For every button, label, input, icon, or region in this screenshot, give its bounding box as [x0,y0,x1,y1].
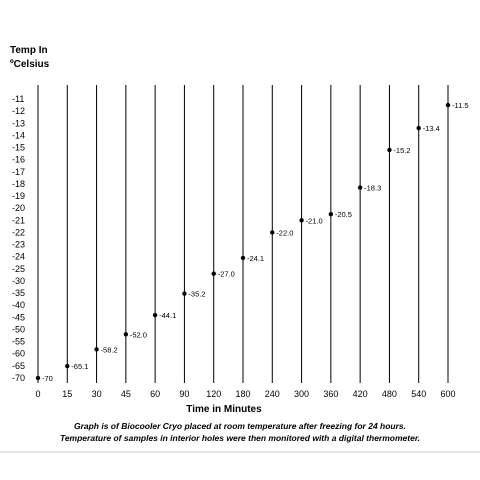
y-axis-title-line1: Temp In [10,45,48,56]
y-tick-label: -15 [12,142,26,153]
data-label: -15.2 [393,145,411,155]
caption-line-2: Temperature of samples in interior holes were then monitored with a digital thermometer. [59,433,421,443]
x-tick-label: 90 [179,389,190,399]
x-tick-label: 240 [264,389,280,399]
x-tick-label: 60 [150,389,161,399]
vertical-gridlines [38,85,448,383]
y-tick-label: -20 [12,203,26,214]
data-point [153,313,157,317]
data-point [329,212,333,216]
x-tick-label: 15 [62,389,73,399]
data-point [212,271,216,275]
y-tick-label: -65 [12,360,26,371]
y-tick-label: -24 [12,251,26,262]
x-tick-label: 420 [352,389,368,399]
y-tick-label: -60 [12,348,26,359]
x-tick-label: 0 [35,389,41,399]
y-tick-label: -13 [12,118,26,129]
y-axis-title-line2: ºCelsius [10,59,50,70]
x-tick-label: 480 [381,389,397,399]
data-label: -58.2 [100,345,118,355]
data-point [387,148,391,152]
x-tick-label: 45 [120,389,131,399]
y-tick-label: -55 [12,336,26,347]
x-tick-label: 120 [206,389,222,399]
y-tick-label: -25 [12,263,26,274]
data-label: -18.3 [364,183,382,193]
data-label: -44.1 [159,311,177,321]
data-point [299,218,303,222]
data-label: -13.4 [422,124,440,134]
y-tick-label: -22 [12,227,26,238]
y-tick-label: -70 [12,373,26,383]
data-label: -24.1 [247,253,265,263]
y-tick-label: -50 [12,324,26,335]
y-tick-label: -19 [12,191,26,202]
data-label: -11.5 [452,101,469,111]
x-tick-label: 600 [440,389,456,399]
data-label: -22.0 [276,228,294,238]
data-points [36,101,469,383]
y-tick-label: -30 [12,275,26,286]
x-tick-label: 300 [294,389,310,399]
data-label: -52.0 [129,330,147,340]
data-label: -65.1 [71,362,89,372]
data-point [124,332,128,336]
data-point [36,376,40,380]
data-label: -35.2 [188,289,206,299]
y-axis-ticks [12,94,25,383]
x-tick-label: 30 [91,389,102,399]
y-tick-label: -35 [12,288,26,299]
y-tick-label: -45 [12,312,26,323]
data-point [65,364,69,368]
x-tick-label: 540 [411,389,427,399]
y-tick-label: -17 [12,166,26,177]
y-tick-label: -40 [12,300,26,311]
y-tick-label: -23 [12,239,26,250]
y-tick-label: -12 [12,106,26,117]
caption-line-1: Graph is of Biocooler Cryo placed at room temperature after freezing for 24 hours. [73,421,407,431]
data-label: -20.5 [334,210,352,220]
data-point [270,230,274,234]
data-label: -70 [42,374,53,383]
y-tick-label: -16 [12,154,26,165]
data-point [417,126,421,130]
y-tick-label: -11 [12,94,25,104]
data-point [241,256,245,260]
y-tick-label: -14 [12,130,26,141]
data-label: -21.0 [305,216,323,226]
data-point [94,347,98,351]
x-axis-title: Time in Minutes [186,404,262,415]
y-tick-label: -21 [12,215,26,226]
data-point [446,103,450,107]
data-point [182,291,186,295]
y-tick-label: -18 [12,178,26,189]
x-axis-ticks [35,389,455,399]
x-tick-label: 180 [235,389,251,399]
data-label: -27.0 [217,269,235,279]
x-tick-label: 360 [323,389,339,399]
data-point [358,185,362,189]
